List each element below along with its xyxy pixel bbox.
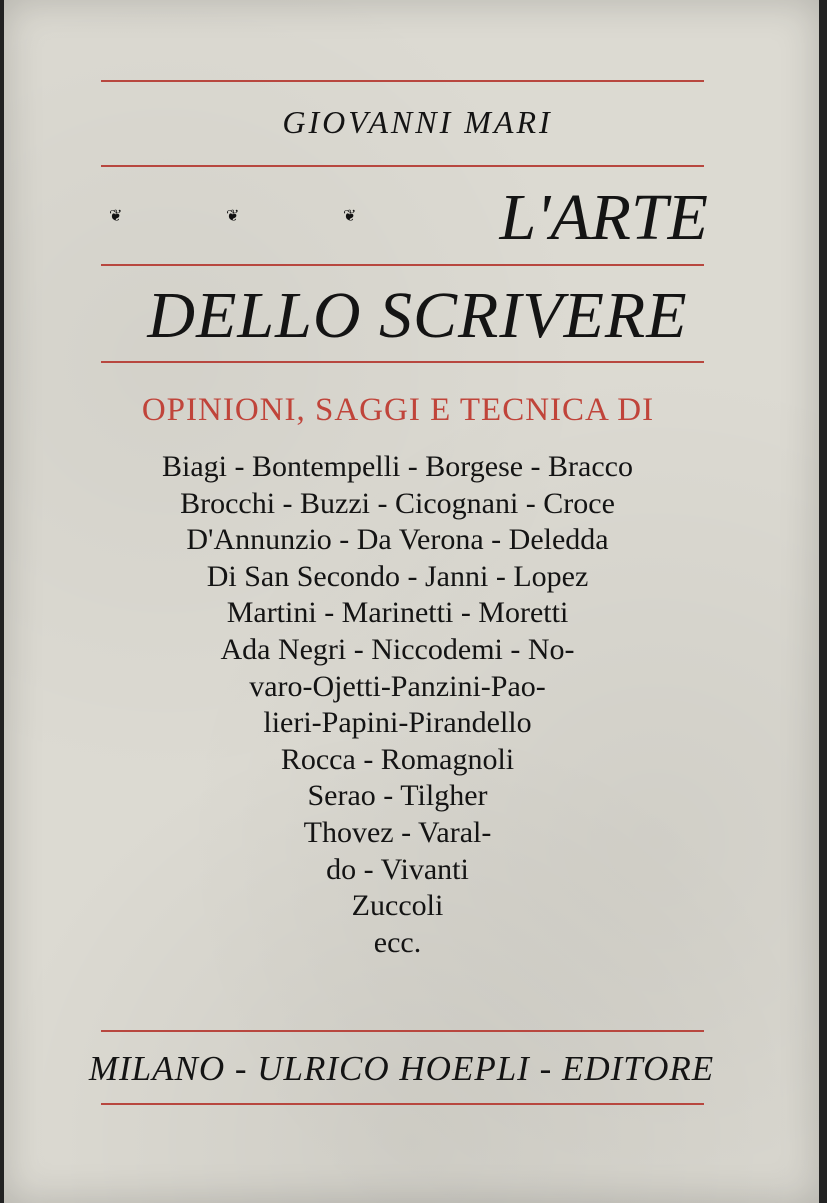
- publisher-line: MILANO - ULRICO HOEPLI - EDITORE: [88, 1049, 715, 1088]
- title-rule: [101, 264, 704, 266]
- contributor-line: D'Annunzio - Da Verona - Deledda: [186, 523, 609, 557]
- contributor-line: Serao - Tilgher: [307, 779, 488, 813]
- top-rule: [101, 80, 704, 82]
- author-name: GIOVANNI MARI: [282, 104, 553, 140]
- contributor-line: Rocca - Romagnoli: [280, 742, 515, 776]
- contributor-line: Martini - Marinetti - Moretti: [226, 596, 569, 630]
- publisher-bottom-rule: [101, 1103, 704, 1105]
- fleuron-icon: ❦: [109, 206, 123, 225]
- subtitle-rule: [101, 361, 704, 363]
- contributor-line: lieri-Papini-Pirandello: [263, 706, 532, 740]
- subtitle: OPINIONI, SAGGI E TECNICA DI: [141, 392, 655, 428]
- contributor-line: Biagi - Bontempelli - Borgese - Bracco: [162, 450, 633, 483]
- contributor-line: Brocchi - Buzzi - Cicognani - Croce: [180, 486, 615, 520]
- author-rule: [101, 165, 704, 167]
- contributor-line: Zuccoli: [351, 889, 444, 923]
- contributor-line: Di San Secondo - Janni - Lopez: [206, 559, 589, 593]
- title-line-2: DELLO SCRIVERE: [147, 279, 688, 352]
- publisher-top-rule: [101, 1030, 704, 1032]
- contributor-line: ecc.: [373, 925, 422, 959]
- book-cover: [4, 0, 819, 1203]
- contributor-line: Thovez - Varal-: [303, 815, 492, 849]
- title-line-1: L'ARTE: [499, 181, 708, 254]
- contributor-line: do - Vivanti: [326, 852, 469, 886]
- contributor-line: Ada Negri - Niccodemi - No-: [220, 632, 575, 666]
- contributor-line: varo-Ojetti-Panzini-Pao-: [249, 669, 546, 703]
- contributor-list: [4, 449, 791, 961]
- fleuron-icon: ❦: [226, 206, 240, 225]
- fleuron-icon: ❦: [343, 206, 357, 225]
